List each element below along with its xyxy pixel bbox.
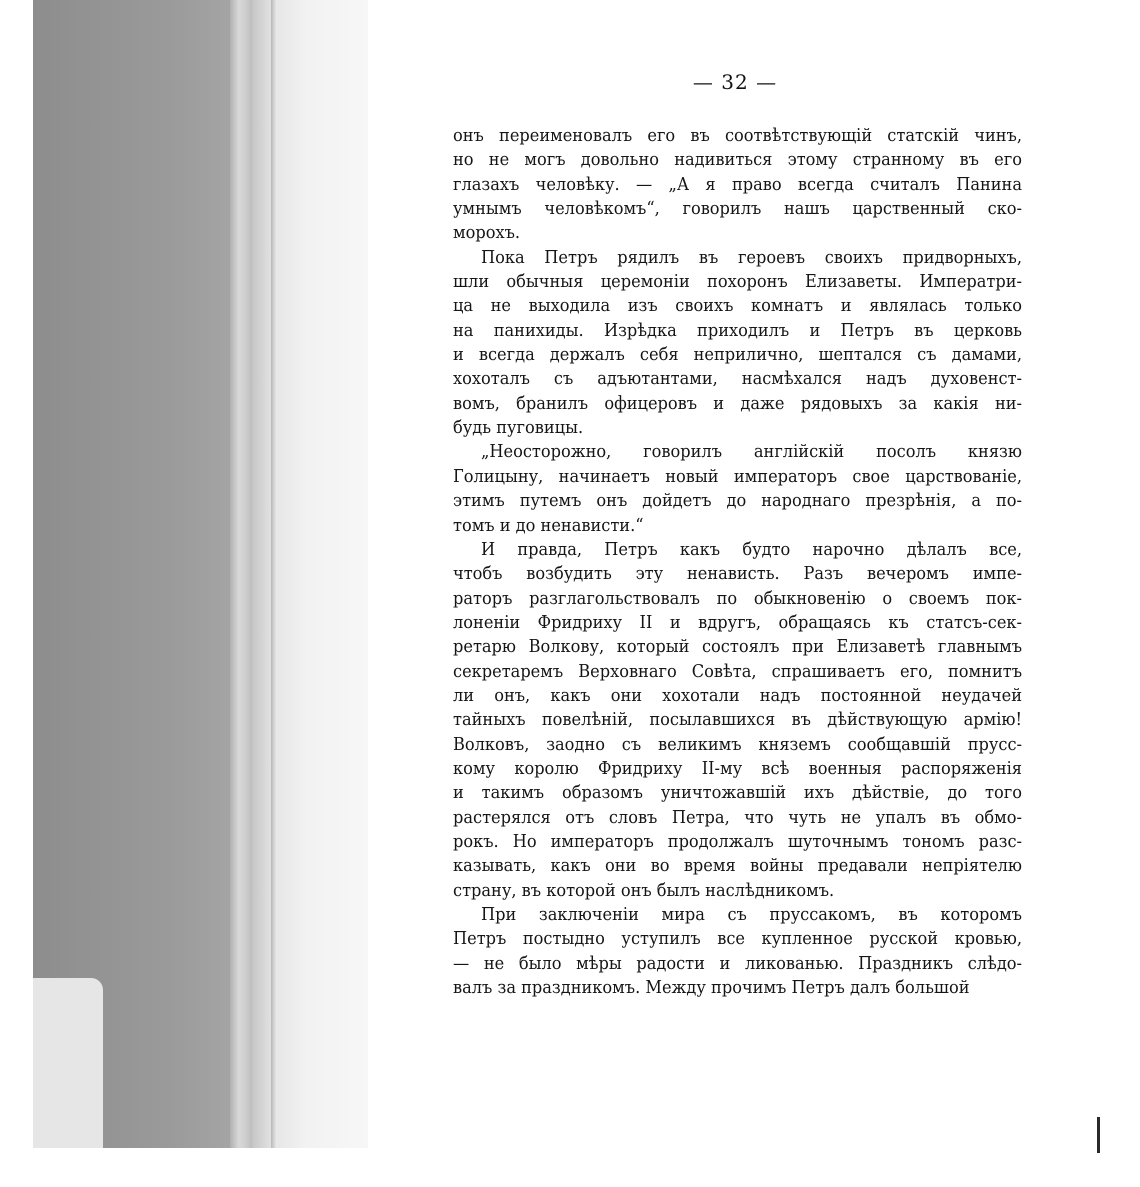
text-line: хохоталъ съ адъютантами, насмѣхался надъ духовенст- bbox=[453, 368, 1022, 390]
text-line: этимъ путемъ онъ дойдетъ до народнаго презрѣнія, а по- bbox=[453, 490, 1022, 512]
body-text bbox=[453, 124, 1022, 1000]
text-line: растерялся отъ словъ Петра, что чуть не упалъ въ обмо- bbox=[453, 806, 1022, 828]
paragraph bbox=[453, 246, 1022, 441]
text-line: морохъ. bbox=[453, 222, 521, 244]
text-line: Петръ постыдно уступилъ все купленное русской кровью, bbox=[453, 928, 1022, 950]
text-line: лоненіи Фридриху II и вдругъ, обращаясь къ статсъ-сек- bbox=[453, 611, 1022, 633]
text-line: глазахъ человѣку. — „А я право всегда считалъ Панина bbox=[453, 173, 1022, 195]
text-line: страну, въ которой онъ былъ наслѣдникомъ. bbox=[453, 879, 835, 901]
text-line: „Неосторожно, говорилъ англійскій посолъ князю bbox=[481, 441, 1022, 463]
paragraph bbox=[453, 440, 1022, 537]
text-line: секретаремъ Верховнаго Совѣта, спрашиваетъ его, помнитъ bbox=[453, 660, 1022, 682]
text-line: При заключеніи мира съ пруссакомъ, въ которомъ bbox=[481, 904, 1022, 925]
text-line: Волковъ, заодно съ великимъ княземъ сообщавшій прусс- bbox=[453, 733, 1022, 755]
text-line: валъ за праздникомъ. Между прочимъ Петръ далъ большой bbox=[453, 977, 970, 999]
text-line: шли обычныя церемоніи похоронъ Елизаветы. Императри- bbox=[453, 271, 1022, 293]
paragraph bbox=[453, 538, 1022, 903]
text-line: вомъ, бранилъ офицеровъ и даже рядовыхъ за какія ни- bbox=[453, 392, 1022, 414]
paragraph bbox=[453, 903, 1022, 1000]
text-line: кому королю Фридриху II-му всѣ военныя распоряженія bbox=[453, 757, 1022, 779]
margin-mark bbox=[1097, 1117, 1100, 1153]
scan-gutter-shadow bbox=[33, 0, 368, 1148]
text-line: рокъ. Но императоръ продолжалъ шуточнымъ тономъ разс- bbox=[453, 830, 1022, 852]
text-line: ли онъ, какъ они хохотали надъ постоянной неудачей bbox=[453, 684, 1022, 706]
text-line: Пока Петръ рядилъ въ героевъ своихъ придворныхъ, bbox=[481, 246, 1022, 268]
text-line: — не было мѣры радости и ликованью. Праздникъ слѣдо- bbox=[453, 952, 1022, 974]
text-line: и такимъ образомъ уничтожавшій ихъ дѣйствіе, до того bbox=[453, 782, 1022, 804]
text-line: раторъ разглагольствовалъ по обыкновенію о своемъ пок- bbox=[453, 587, 1022, 609]
text-line: томъ и до ненависти.“ bbox=[453, 514, 644, 536]
paragraph bbox=[453, 124, 1022, 246]
page-number: — 32 — bbox=[692, 70, 778, 94]
text-line: умнымъ человѣкомъ“, говорилъ нашъ царственный ско- bbox=[453, 198, 1022, 220]
scan-corner-patch bbox=[33, 978, 103, 1148]
text-line: но не могъ довольно надивиться этому странному въ его bbox=[453, 149, 1022, 171]
text-line: Голицыну, начинаетъ новый императоръ свое царствованіе, bbox=[453, 465, 1022, 487]
text-line: ретарю Волкову, который состоялъ при Елизаветѣ главнымъ bbox=[453, 636, 1022, 658]
text-line: ца не выходила изъ своихъ комнатъ и являлась только bbox=[453, 295, 1022, 317]
text-line: на панихиды. Изрѣдка приходилъ и Петръ въ церковь bbox=[453, 319, 1022, 341]
text-line: чтобъ возбудить эту ненависть. Разъ вечеромъ импе- bbox=[453, 563, 1022, 585]
text-line: тайныхъ повелѣній, посылавшихся въ дѣйствующую армію! bbox=[453, 709, 1022, 731]
text-line: будь пуговицы. bbox=[453, 417, 584, 439]
text-line: И правда, Петръ какъ будто нарочно дѣлалъ все, bbox=[481, 538, 1022, 560]
text-line: и всегда держалъ себя неприлично, шептался съ дамами, bbox=[453, 344, 1022, 366]
text-line: онъ переименовалъ его въ соотвѣтствующій статскій чинъ, bbox=[453, 125, 1022, 146]
text-line: казывать, какъ они во время войны предавали непріятелю bbox=[453, 855, 1022, 877]
